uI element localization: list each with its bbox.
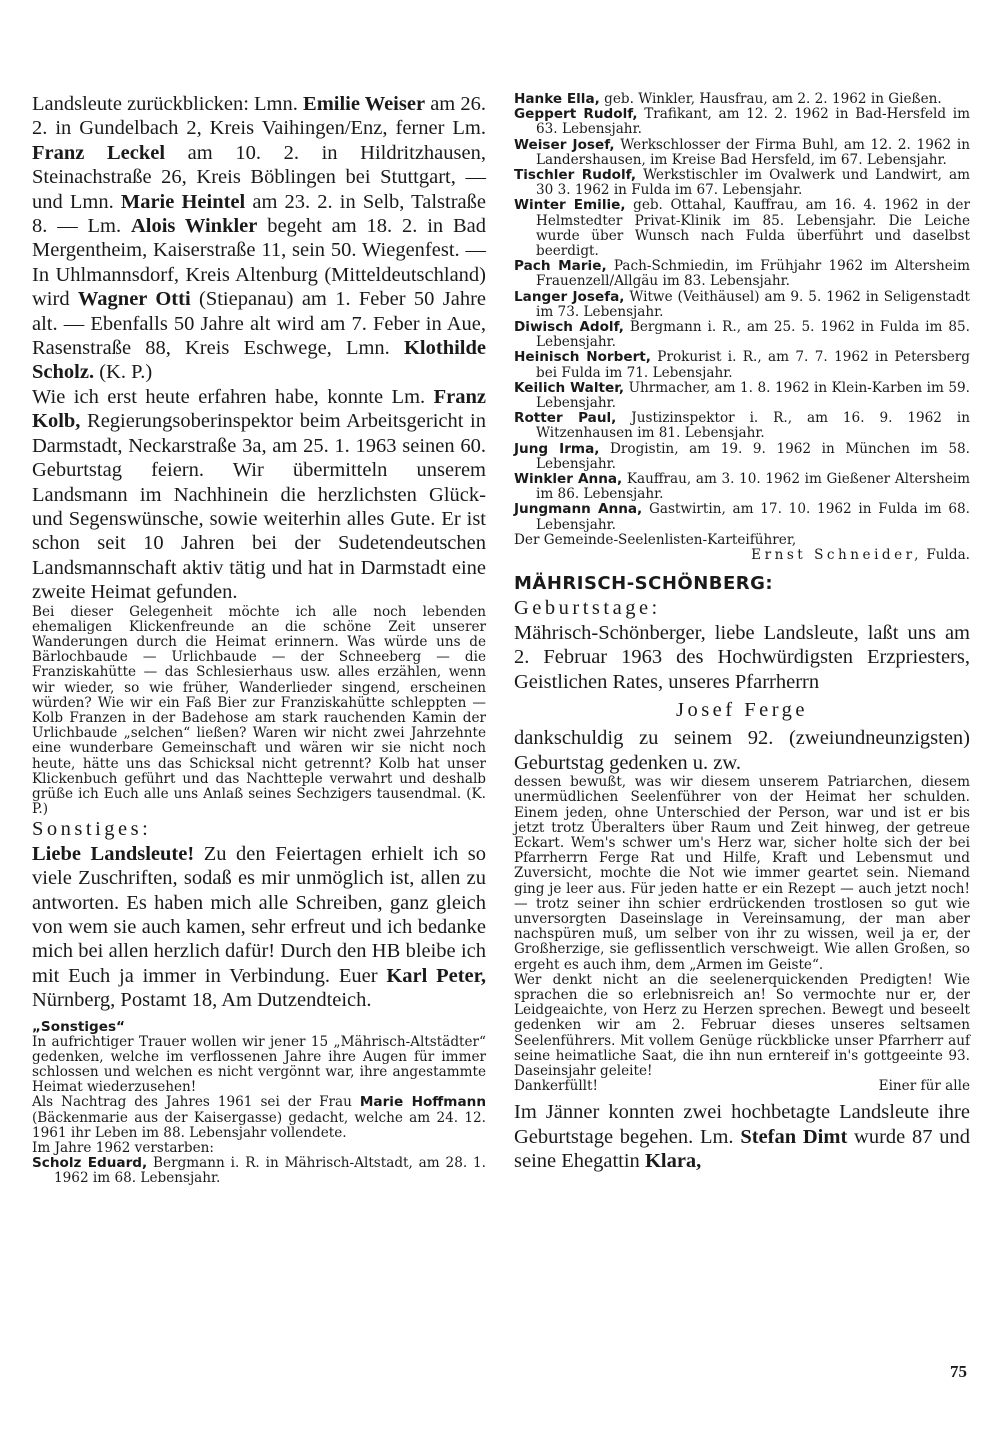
text-run: Werkstischler im Ovalwerk und Landwirt, am 30 3. 1962 in Fulda im 67. Lebensjahr.	[536, 167, 970, 199]
text-run: Drogistin, am 19. 9. 1962 in München im 58. Lebensjahr.	[536, 440, 970, 472]
text-run: Gastwirtin, am 17. 10. 1962 in Fulda im 68. Lebensjahr.	[536, 501, 970, 533]
person-name: Klara,	[644, 1150, 702, 1173]
mourning-paragraph: In aufrichtiger Trauer wollen wir jener 15 „Mährisch-Altstädter“ gedenken, welche im verflossenen Jahre ihre Augen für immer schlossen und welchen es nicht vergönnt war, ihre angestammte Heimat wiederzusehen!	[32, 1033, 486, 1096]
signature-name: Ernst Schneider,	[751, 547, 922, 564]
signature-role: Der Gemeinde-Seelenlisten-Karteiführer,	[514, 531, 797, 548]
tribute-paragraph: dessen bewußt, was wir diesem unserem Patriarchen, diesem unermüdlichen Seelenführer von der Heimat her schulden. Einem jeden, ohne Unterschied der Person, war und ist er bis jetzt trotz Überalters über Raum und Zeit hinweg, der getreue Eckart. Wem's schwer um's Herz war, sicher holte sich der bei Pfarrherrn Ferge Rat und Hilfe, Kraft und Lebensmut und Zuversicht, mochte die Not wie immer geartet sein. Niemand ging je leer aus. Für jeden hatte er ein Rezept — auch jetzt noch! — trotz seiner ihn schier erdrückenden trostlosen so gut wie unversorgten Daseinslage in Vereinsamung, der man aber nachspüren muß, um selber von ihr zu wissen, weil ja er, der Großherzige, sie geflissentlich verschweigt. Wie allen Großen, so ergeht es auch ihm, dem „Armen im Geiste“.	[514, 774, 970, 973]
sermons-paragraph: Wer denkt nicht an die seelenerquickenden Predigten! Wie sprachen die so erlebnisreich an! So vermochte nur er, der Leidgeaichte, von Herz zu Herzen sprechen. Bewegt und beseelt gedenken wir am 2. Februar dieses unseres seltsamen Seelenführers. Mit vollem Genüge rückblicke unser Pfarrherr auf seine heimatliche Saat, die ihn nun erntereif in's gottgeeinte 93. Daseinsjahr geleite!	[514, 971, 970, 1079]
kolb-paragraph	[32, 385, 486, 605]
text-run: geb. Winkler, Hausfrau, am 2. 2. 1962 in Gießen.	[599, 91, 942, 107]
death-entry	[514, 320, 970, 350]
person-name: Alois Winkler	[130, 215, 258, 238]
person-name: Klothilde Scholz.	[32, 337, 486, 384]
text-run: Landsleute zurückblicken: Lmn.	[32, 93, 304, 115]
text-run: Wie ich erst heute erfahren habe, konnte Lm.	[32, 385, 434, 408]
person-name: Weiser Josef,	[514, 136, 615, 153]
death-entry	[514, 472, 970, 502]
person-name: Winter Emilie,	[514, 197, 626, 214]
person-name: Scholz Eduard,	[32, 1155, 148, 1172]
text-run: Regierungsoberinspektor beim Arbeitsgericht in Darmstadt, Neckarstraße 3a, am 25. 1. 1963 seinen 60. Geburtstag feiern. Wir übermitteln unserem Landsmann im Nachhinein die herzlichsten Glück- und Segenswünsche, sowie weiterhin alles Gute. Er ist schon seit 10 Jahren bei der Sudetendeutschen Landsmannschaft aktiv tätig und hat in Darmstadt eine zweite Heimat gefunden.	[32, 410, 486, 604]
text-run: (Stiepanau) am 1. Feber 50 Jahre alt. — Ebenfalls 50 Jahre alt wird am 7. Feber in Aue, Rasenstraße 88, Kreis Eschwege, Lmn.	[32, 288, 486, 360]
text-run: Prokurist i. R., am 7. 7. 1962 in Petersberg bei Fulda im 71. Lebensjahr.	[536, 349, 970, 381]
person-name: Keilich Walter,	[514, 379, 625, 396]
person-name: Winkler Anna,	[514, 471, 623, 488]
text-run: am 26. 2. in Gundelbach 2, Kreis Vaihingen/Enz, ferner Lm.	[32, 93, 487, 140]
section-title: MÄHRISCH-SCHÖNBERG:	[514, 573, 774, 595]
person-name: Franz Leckel	[32, 141, 166, 164]
text-run: Zu den Feiertagen erhielt ich so viele Zuschriften, sodaß es mir unmöglich ist, allen zu antworten. Es haben mich alle Schreiben, ganz gleich von wem sie auch kamen, sehr erfreut und ich bedanke mich bei allen herzlich dafür! Durch den HB bleibe ich mit Euch ja immer in Verbindung. Euer	[32, 842, 486, 987]
death-entry	[514, 168, 970, 198]
death-entry	[514, 502, 970, 532]
closing-left: Dankerfüllt!	[514, 1078, 598, 1095]
death-entry	[514, 107, 970, 137]
person-name: Marie Hoffmann	[359, 1094, 486, 1111]
death-entry	[514, 411, 970, 441]
death-entry	[514, 350, 970, 380]
death-entry	[514, 290, 970, 320]
person-name: Jung Irma,	[514, 440, 600, 457]
person-name: Stefan Dimt	[740, 1125, 848, 1148]
gratitude-paragraph: dankschuldig zu seinem 92. (zweiundneunzigsten) Geburtstag gedenken u. zw.	[514, 727, 970, 774]
person-name: Marie Heintel	[120, 190, 246, 213]
person-name: Franz Kolb,	[32, 385, 486, 433]
text-run: geb. Ottahal, Kauffrau, am 16. 4. 1962 in der Helmstedter Privat-Klinik im 85. Lebensjahr. Die Leiche wurde über Wunsch nach Fulda überführt und daselbst beerdigt.	[536, 197, 970, 260]
text-run: am 23. 2. in Selb, Talstraße 8. — Lm.	[32, 190, 486, 238]
person-name: Geppert Rudolf,	[514, 106, 638, 123]
death-entry	[514, 259, 970, 289]
person-name: Emilie Weiser	[303, 93, 426, 115]
page-number: 75	[950, 1362, 967, 1381]
text-run: Nürnberg, Postamt 18, Am Dutzendteich.	[32, 989, 372, 1012]
person-name: Jungmann Anna,	[514, 501, 643, 518]
text-run: Als Nachtrag des Jahres 1961 sei der Frau	[32, 1094, 360, 1111]
person-name: Tischler Rudolf,	[514, 167, 637, 184]
deaths-intro: Im Jahre 1962 verstarben:	[32, 1140, 215, 1157]
text-run: Pach-Schmiedin, im Frühjahr 1962 im Altersheim Frauenzell/Allgäu im 83. Lebensjahr.	[536, 258, 970, 290]
text-run: wurde 87 und seine Ehegattin	[514, 1125, 971, 1173]
hoffmann-paragraph	[32, 1095, 486, 1141]
text-run: Justizinspektor i. R., am 16. 9. 1962 in Witzenhausen im 81. Lebensjahr.	[536, 410, 970, 442]
january-birthdays-paragraph	[514, 1100, 970, 1173]
person-name: Wagner Otti	[77, 288, 191, 311]
invitation-paragraph: Mährisch-Schönberger, liebe Landsleute, laßt uns am 2. Februar 1963 des Hochwürdigsten Erzpriesters, Geistlichen Rates, unseres Pfarrherrn	[514, 621, 970, 693]
text-run: Werkschlosser der Firma Buhl, am 12. 2. 1962 in Landershausen, im Kreise Bad Hersfeld, im 67. Lebensjahr.	[536, 136, 970, 168]
sonstiges-subheading: „Sonstiges“	[32, 1018, 125, 1035]
text-run: Trafikant, am 12. 2. 1962 in Bad-Hersfeld im 63. Lebensjahr.	[536, 106, 971, 138]
person-name: Diwisch Adolf,	[514, 319, 624, 336]
person-name: Hanke Ella,	[514, 91, 600, 107]
signature	[514, 548, 970, 563]
death-entry	[514, 92, 970, 107]
closing-right: Einer für alle	[878, 1078, 970, 1095]
person-name: Pach Marie,	[514, 258, 607, 275]
text-run: (K. P.)	[94, 361, 153, 384]
text-run: Im Jänner konnten zwei hochbetagte Landsleute ihre Geburtstage begehen. Lm.	[514, 1101, 970, 1148]
text-run: (Bäckenmarie aus der Kaisergasse) gedacht, welche am 24. 12. 1961 ihr Leben im 88. Lebensjahr vollendete.	[32, 1109, 486, 1141]
death-list	[514, 92, 970, 533]
text-run: Bergmann i. R. in Mährisch-Altstadt, am 28. 1. 1962 im 68. Lebensjahr.	[54, 1155, 486, 1187]
text-run: Uhrmacher, am 1. 8. 1962 in Klein-Karben im 59. Lebensjahr.	[536, 379, 971, 412]
person-name: Langer Josefa,	[514, 288, 625, 305]
text-run: Bergmann i. R., am 25. 5. 1962 in Fulda im 85. Lebensjahr.	[536, 319, 970, 351]
left-column	[32, 92, 486, 1187]
priest-name: Josef Ferge	[675, 698, 809, 721]
sonstiges-heading: Sonstiges:	[32, 818, 152, 841]
text-run: Witwe (Veithäusel) am 9. 5. 1962 in Seligenstadt im 73. Lebensjahr.	[536, 288, 971, 320]
text-run: begeht am 18. 2. in Bad Mergentheim, Kaiserstraße 11, sein 50. Wiegenfest. — In Uhlmannsdorf, Kreis Altenburg (Mitteldeutschland) wird	[32, 215, 487, 311]
klicken-paragraph: Bei dieser Gelegenheit möchte ich alle noch lebenden ehemaligen Klickenfreunde an die schöne Zeit unserer Wanderungen durch die Heimat erinnern. Was würde uns de Bärlochbaude — Urlichbaude — der Schneeberg — die Franziskahütte — das Schlesierhaus usw. alles erzählen, wenn wir wieder, so wie früher, Wanderlieder singend, erscheinen würden? Wie wir ein Faß Bier zur Franziskahütte schleppten — Kolb Franzen in der Badehose am stark rauchenden Kamin der Urlichbaude „selchen“ ließen? Waren wir nicht zwei Jahrzehnte eine wunderbare Gemeinschaft und wären wir sie nicht noch heute, hätte uns das Schicksal nicht getrennt? Kolb hat unser Klickenbuch geführt und das Nachtteple verwahrt und deshalb grüße ich Euch alle uns Anlaß seines Sechzigers tausendmal. (K. P.)	[32, 603, 486, 818]
greeting: Liebe Landsleute!	[32, 842, 195, 865]
death-entry	[32, 1156, 486, 1186]
death-entry	[514, 198, 970, 259]
closing-line	[514, 1079, 970, 1094]
text-run: am 10. 2. in Hildritzhausen, Steinachstraße 26, Kreis Böblingen bei Stuttgart, — und Lmn.	[32, 141, 486, 213]
death-entry	[514, 381, 970, 411]
person-name: Rotter Paul,	[514, 410, 617, 427]
birthday-paragraph	[32, 92, 486, 385]
thanks-paragraph	[32, 842, 486, 1013]
right-column	[514, 92, 970, 1174]
person-name: Karl Peter,	[386, 964, 486, 987]
death-entry	[514, 138, 970, 168]
signature-place: Fulda.	[926, 547, 970, 564]
geburtstage-heading: Geburtstage:	[514, 597, 661, 620]
text-run: Kauffrau, am 3. 10. 1962 im Gießener Altersheim im 86. Lebensjahr.	[536, 471, 970, 503]
death-entry	[514, 442, 970, 472]
person-name: Heinisch Norbert,	[514, 349, 651, 366]
